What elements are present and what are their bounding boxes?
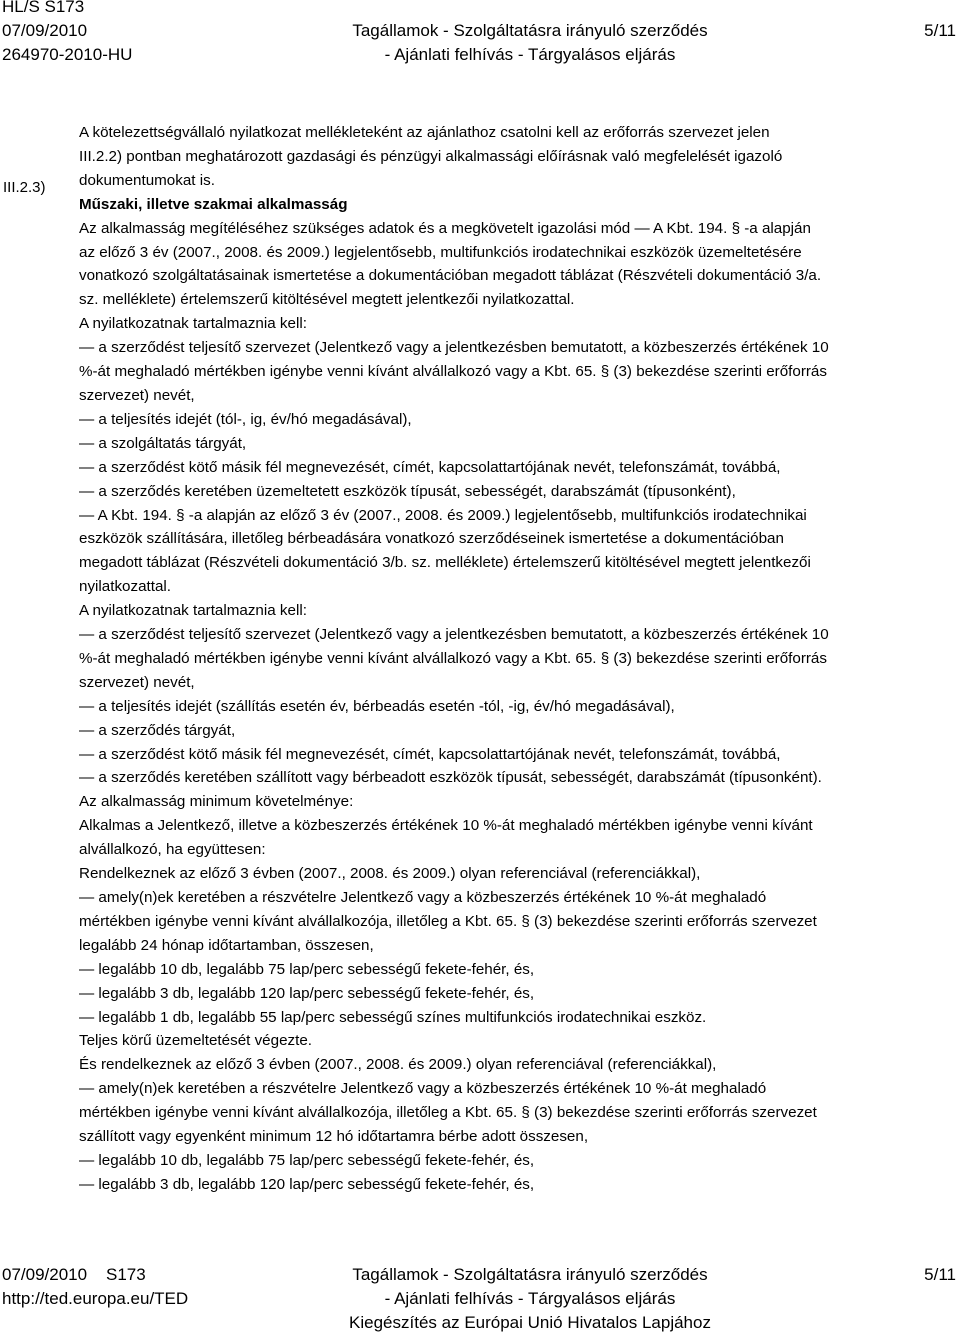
footer-page-number: 5/11: [924, 1265, 956, 1284]
body-line: szállított vagy egyenként minimum 12 hó időtartamra bérbe adott összesen,: [79, 1128, 589, 1146]
body-line: legalább 24 hónap időtartamban, összesen,: [79, 936, 374, 954]
footer-url-link[interactable]: http://ted.europa.eu/TED: [2, 1289, 189, 1308]
body-line: — a szerződést teljesítő szervezet (Jelentkező vagy a jelentkezésben bemutatott, a közbeszerzés értékének 10: [79, 626, 829, 644]
body-line: — a teljesítés idejét (tól-, ig, év/hó megadásával),: [79, 410, 412, 428]
body-line: — a szerződést teljesítő szervezet (Jelentkező vagy a jelentkezésben bemutatott, a közbeszerzés értékének 10: [79, 339, 829, 357]
page-footer: [0, 1260, 960, 1334]
header-date: 07/09/2010: [2, 21, 88, 40]
document-body: [79, 121, 957, 1197]
page-header: [0, 0, 960, 70]
body-line: — a szerződés tárgyát,: [79, 721, 236, 739]
body-line: — amely(n)ek keretében a részvételre Jelentkező vagy a közbeszerzés értékének 10 %-át meghaladó: [79, 1080, 767, 1098]
footer-title-line3: Kiegészítés az Európai Unió Hivatalos Lapjához: [349, 1313, 711, 1332]
body-line: vonatkozó szolgáltatásainak ismertetése a dokumentációban megadott táblázat (Részvételi dokumentáció 3/a.: [79, 267, 822, 285]
body-line: A nyilatkozatnak tartalmaznia kell:: [79, 602, 307, 620]
header-title-line1: Tagállamok - Szolgáltatásra irányuló szerződés: [352, 21, 708, 40]
body-line: eszközök szállítására, illetőleg bérbeadására vonatkozó szerződéseinek ismertetése a dokumentációban: [79, 530, 784, 548]
body-line: — A Kbt. 194. § -a alapján az előző 3 év (2007., 2008. és 2009.) legjelentősebb, multifunkciós irodatechnikai: [79, 506, 807, 524]
body-line: sz. melléklete) értelemszerű kitöltésével megtett jelentkezői nyilatkozattal.: [79, 291, 575, 309]
section-number: III.2.3): [3, 179, 46, 196]
body-line: alvállalkozó, ha együttesen:: [79, 841, 266, 859]
body-line: dokumentumokat is.: [79, 171, 215, 189]
body-line: Teljes körű üzemeltetését végezte.: [79, 1032, 312, 1050]
body-line: És rendelkeznek az előző 3 évben (2007., 2008. és 2009.) olyan referenciával (referenciákkal),: [79, 1056, 717, 1074]
doc-ref: HL/S S173: [2, 0, 85, 16]
body-line: — legalább 3 db, legalább 120 lap/perc sebességű fekete-fehér, és,: [79, 984, 535, 1002]
body-line: nyilatkozattal.: [79, 578, 172, 596]
body-line: Az alkalmasság megítéléséhez szükséges adatok és a megkövetelt igazolási mód — A Kbt. 194. § -a alapján: [79, 219, 811, 237]
body-line: %-át meghaladó mértékben igénybe venni kívánt alvállalkozó vagy a Kbt. 65. § (3) bekezdése szerinti erőforrás: [79, 649, 827, 667]
header-page-number: 5/11: [924, 21, 956, 40]
notice-id: 264970-2010-HU: [2, 45, 133, 64]
body-line: — a szolgáltatás tárgyát,: [79, 434, 247, 452]
footer-series: S173: [106, 1265, 146, 1284]
body-line: III.2.2) pontban meghatározott gazdasági és pénzügyi alkalmassági előírásnak való megfelelését igazoló: [79, 147, 783, 165]
body-line: szervezet) nevét,: [79, 386, 195, 404]
body-line: — legalább 1 db, legalább 55 lap/perc sebességű színes multifunkciós irodatechnikai eszköz.: [79, 1008, 707, 1026]
body-line: — legalább 3 db, legalább 120 lap/perc sebességű fekete-fehér, és,: [79, 1175, 535, 1193]
body-line: %-át meghaladó mértékben igénybe venni kívánt alvállalkozó vagy a Kbt. 65. § (3) bekezdése szerinti erőforrás: [79, 363, 827, 381]
body-line: — a szerződést kötő másik fél megnevezését, címét, kapcsolattartójának nevét, telefonszámát, továbbá,: [79, 458, 781, 476]
body-line: — a szerződést kötő másik fél megnevezését, címét, kapcsolattartójának nevét, telefonszámát, továbbá,: [79, 745, 781, 763]
body-line: — legalább 10 db, legalább 75 lap/perc sebességű fekete-fehér, és,: [79, 1151, 535, 1169]
section-heading: Műszaki, illetve szakmai alkalmasság: [79, 195, 348, 213]
header-title-line2: - Ajánlati felhívás - Tárgyalásos eljárás: [384, 45, 676, 64]
body-line: szervezet) nevét,: [79, 673, 195, 691]
body-line: — a teljesítés idejét (szállítás esetén év, bérbeadás esetén -tól, -ig, év/hó megadásával),: [79, 697, 675, 715]
body-line: mértékben igénybe venni kívánt alvállalkozója, illetőleg a Kbt. 65. § (3) bekezdése szerinti erőforrás szervezet: [79, 1104, 817, 1122]
footer-date-series: [2, 1263, 146, 1287]
footer-title-line2: - Ajánlati felhívás - Tárgyalásos eljárás: [384, 1289, 676, 1308]
body-line: — a szerződés keretében üzemeltetett eszközök típusát, sebességét, darabszámát (típusonként),: [79, 482, 736, 500]
body-line: A kötelezettségvállaló nyilatkozat mellékleteként az ajánlathoz csatolni kell az erőforrás szervezet jelen: [79, 124, 770, 141]
body-line: A nyilatkozatnak tartalmaznia kell:: [79, 315, 307, 333]
body-line: mértékben igénybe venni kívánt alvállalkozója, illetőleg a Kbt. 65. § (3) bekezdése szerinti erőforrás szervezet: [79, 912, 817, 930]
body-line: — legalább 10 db, legalább 75 lap/perc sebességű fekete-fehér, és,: [79, 960, 535, 978]
body-line: Az alkalmasság minimum követelménye:: [79, 793, 354, 811]
body-line: megadott táblázat (Részvételi dokumentáció 3/b. sz. melléklete) értelemszerű kitöltésével megtett jelentkezői: [79, 554, 811, 572]
body-line: Alkalmas a Jelentkező, illetve a közbeszerzés értékének 10 %-át meghaladó mértékben igénybe venni kívánt: [79, 817, 813, 835]
body-line: — amely(n)ek keretében a részvételre Jelentkező vagy a közbeszerzés értékének 10 %-át meghaladó: [79, 889, 767, 906]
body-line: Rendelkeznek az előző 3 évben (2007., 2008. és 2009.) olyan referenciával (referenciákkal),: [79, 865, 701, 883]
body-line: az előző 3 év (2007., 2008. és 2009.) legjelentősebb, multifunkciós irodatechnikai eszközök üzemeltetésére: [79, 243, 802, 261]
footer-title-line1: Tagállamok - Szolgáltatásra irányuló szerződés: [352, 1265, 708, 1284]
body-line: — a szerződés keretében szállított vagy bérbeadott eszközök típusát, sebességét, darabszámát (típusonként).: [79, 769, 822, 787]
footer-date: 07/09/2010: [2, 1265, 88, 1284]
